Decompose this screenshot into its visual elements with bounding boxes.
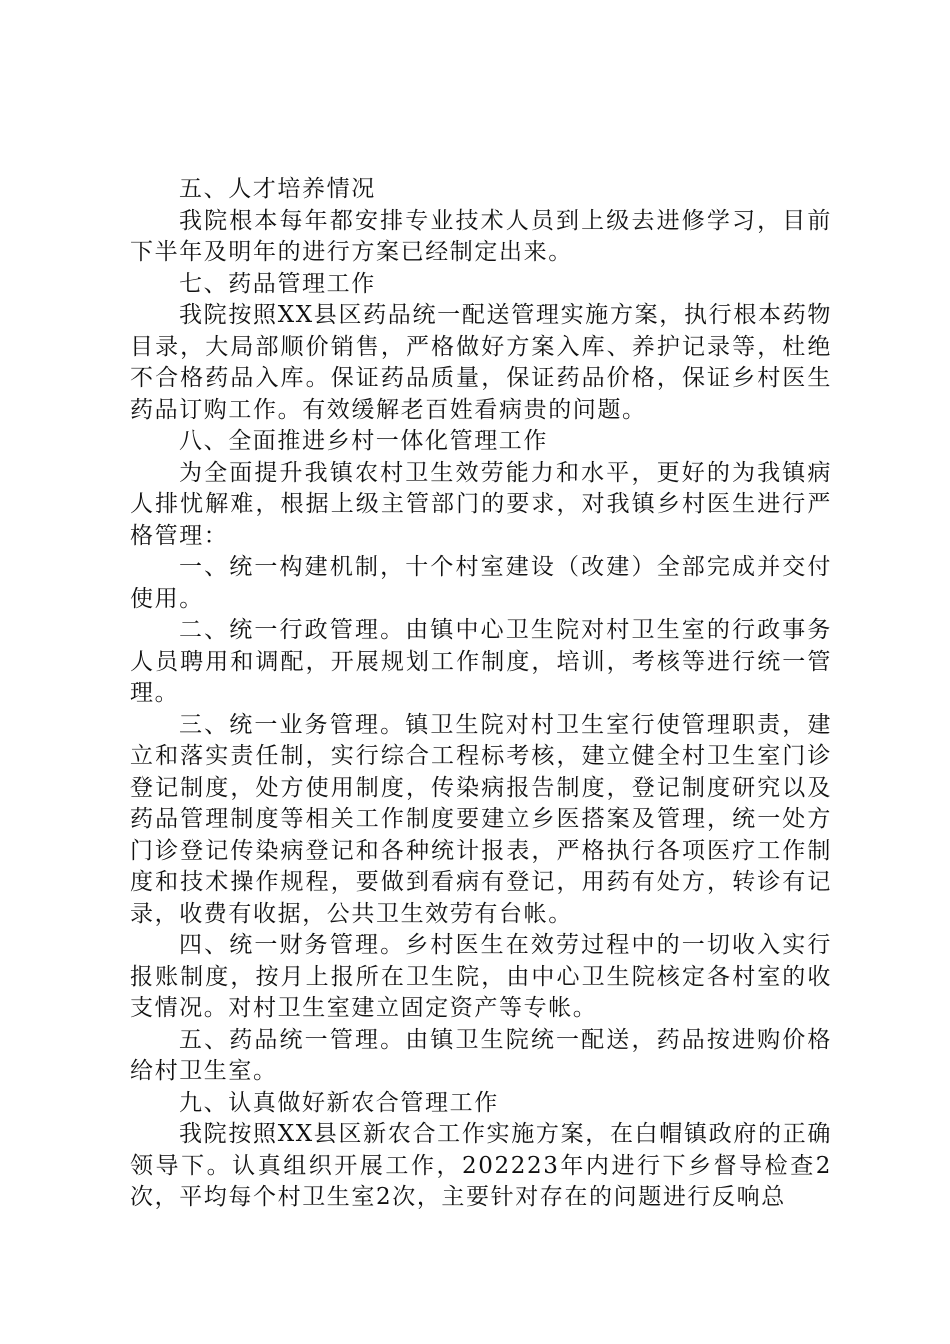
paragraph-unified-business: 三、统一业务管理。镇卫生院对村卫生室行使管理职责，建立和落实责任制，实行综合工程标考核，建立健全村卫生室门诊登记制度，处方使用制度，传染病报告制度，登记制度研究以及药品管理制度等相关工作制度要建立乡医搭案及管理，统一处方门诊登记传染病登记和各种统计报表，严格执行各项医疗工作制度和技术操作规程，要做到看病有登记，用药有处方，转诊有记录，收费有收据，公共卫生效劳有台帐。 <box>130 711 832 927</box>
paragraph-unified-administration: 二、统一行政管理。由镇中心卫生院对村卫生室的行政事务人员聘用和调配，开展规划工作制度，培训，考核等进行统一管理。 <box>130 617 832 706</box>
paragraph-unified-drugs: 五、药品统一管理。由镇卫生院统一配送，药品按进购价格给村卫生室。 <box>130 1026 832 1084</box>
paragraph-new-rural-coop: 我院按照XX县区新农合工作实施方案，在白帽镇政府的正确领导下。认真组织开展工作，202223年内进行下乡督导检查2次，平均每个村卫生室2次，主要针对存在的问题进行反响总 <box>130 1121 832 1210</box>
paragraph-drug-management: 我院按照XX县区药品统一配送管理实施方案，执行根本药物目录，大局部顺价销售，严格做好方案入库、养护记录等，杜绝不合格药品入库。保证药品质量，保证药品价格，保证乡村医生药品订购工作。有效缓解老百姓看病贵的问题。 <box>130 302 832 423</box>
section-heading-drug-management: 七、药品管理工作 <box>179 270 376 297</box>
paragraph-talent-training: 我院根本每年都安排专业技术人员到上级去进修学习，目前下半年及明年的进行方案已经制定出来。 <box>130 207 832 265</box>
section-heading-rural-integration: 八、全面推进乡村一体化管理工作 <box>179 428 548 454</box>
document-body <box>130 174 832 1214</box>
paragraph-unified-mechanism: 一、统一构建机制，十个村室建设（改建）全部完成并交付使用。 <box>130 554 832 612</box>
section-heading-talent-training: 五、人才培养情况 <box>179 176 376 202</box>
section-heading-new-rural-coop: 九、认真做好新农合管理工作 <box>179 1089 499 1116</box>
paragraph-rural-integration-intro: 为全面提升我镇农村卫生效劳能力和水平，更好的为我镇病人排忧解难，根据上级主管部门的要求，对我镇乡村医生进行严格管理： <box>130 459 832 549</box>
paragraph-unified-finance: 四、统一财务管理。乡村医生在效劳过程中的一切收入实行报账制度，按月上报所在卫生院，由中心卫生院核定各村室的收支情况。对村卫生室建立固定资产等专帐。 <box>130 932 832 1021</box>
